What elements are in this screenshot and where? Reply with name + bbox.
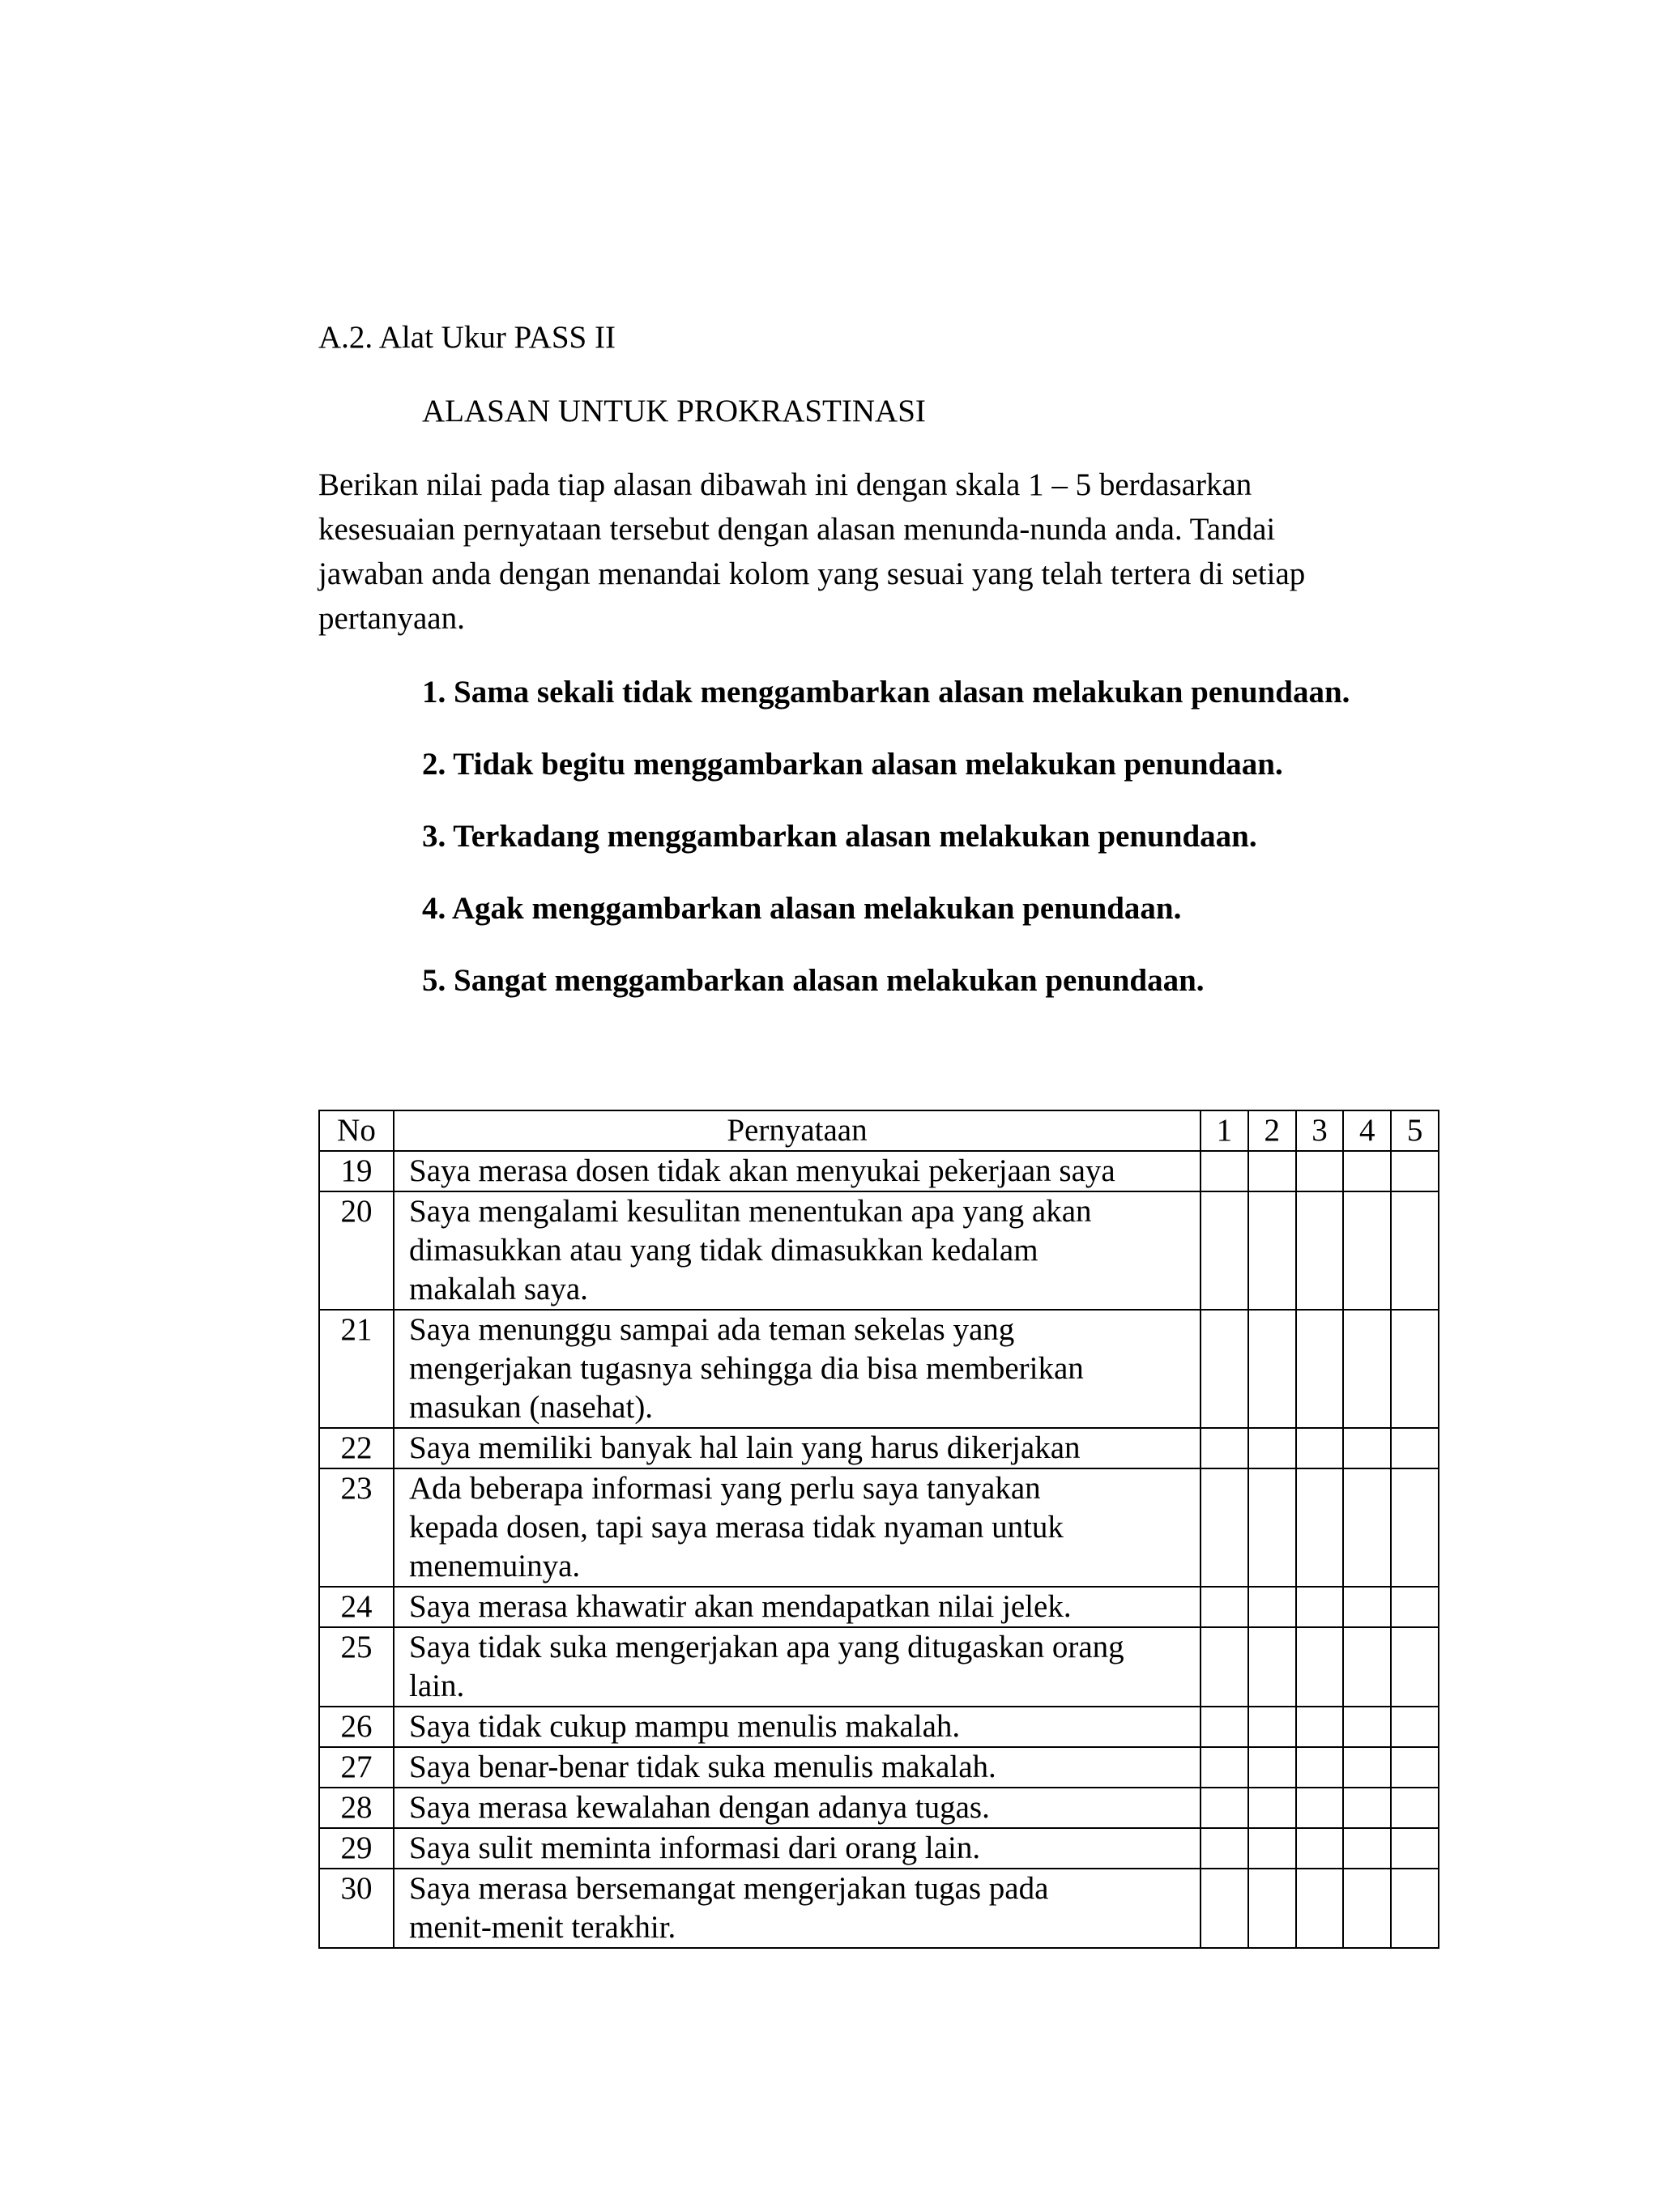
table-row xyxy=(319,1788,1439,1828)
instruction-line: Berikan nilai pada tiap alasan dibawah ini dengan skala 1 – 5 berdasarkan xyxy=(318,467,1252,502)
scale-item-4: 4. Agak menggambarkan alasan melakukan penundaan. xyxy=(422,891,1182,926)
statement-cell xyxy=(394,1747,1201,1788)
statement-cell xyxy=(394,1468,1201,1587)
answer-cell-5[interactable] xyxy=(1391,1788,1439,1828)
answer-cell-1[interactable] xyxy=(1201,1869,1248,1948)
answer-cell-1[interactable] xyxy=(1201,1310,1248,1428)
statement-cell xyxy=(394,1627,1201,1707)
answer-cell-5[interactable] xyxy=(1391,1627,1439,1707)
rating-scale-list xyxy=(422,672,1350,1033)
statement-line: Saya merasa kewalahan dengan adanya tugas. xyxy=(409,1790,990,1825)
statement-line: Saya tidak suka mengerjakan apa yang ditugaskan orang xyxy=(409,1630,1124,1664)
instruction-line: jawaban anda dengan menandai kolom yang sesuai yang telah tertera di setiap xyxy=(318,556,1306,591)
statement-line: Saya merasa bersemangat mengerjakan tugas pada xyxy=(409,1871,1049,1906)
scale-item-1: 1. Sama sekali tidak menggambarkan alasan melakukan penundaan. xyxy=(422,675,1350,710)
answer-cell-2[interactable] xyxy=(1248,1151,1296,1191)
answer-cell-1[interactable] xyxy=(1201,1627,1248,1707)
row-number: 24 xyxy=(319,1587,394,1627)
statement-line: mengerjakan tugasnya sehingga dia bisa memberikan xyxy=(409,1351,1084,1386)
answer-cell-1[interactable] xyxy=(1201,1707,1248,1747)
answer-cell-2[interactable] xyxy=(1248,1627,1296,1707)
answer-cell-1[interactable] xyxy=(1201,1788,1248,1828)
statement-line: Ada beberapa informasi yang perlu saya tanyakan xyxy=(409,1471,1041,1506)
row-number: 30 xyxy=(319,1869,394,1948)
answer-cell-2[interactable] xyxy=(1248,1707,1296,1747)
answer-cell-4[interactable] xyxy=(1343,1869,1391,1948)
answer-cell-4[interactable] xyxy=(1343,1627,1391,1707)
answer-cell-1[interactable] xyxy=(1201,1587,1248,1627)
answer-cell-4[interactable] xyxy=(1343,1468,1391,1587)
answer-cell-1[interactable] xyxy=(1201,1747,1248,1788)
answer-cell-4[interactable] xyxy=(1343,1788,1391,1828)
table-row xyxy=(319,1707,1439,1747)
answer-cell-3[interactable] xyxy=(1296,1191,1344,1310)
scale-item-3: 3. Terkadang menggambarkan alasan melakukan penundaan. xyxy=(422,819,1257,854)
answer-cell-3[interactable] xyxy=(1296,1869,1344,1948)
answer-cell-3[interactable] xyxy=(1296,1428,1344,1468)
answer-cell-3[interactable] xyxy=(1296,1468,1344,1587)
header-score-5: 5 xyxy=(1391,1110,1439,1151)
statement-cell xyxy=(394,1869,1201,1948)
table-row xyxy=(319,1191,1439,1310)
statement-line: Saya memiliki banyak hal lain yang harus dikerjakan xyxy=(409,1430,1081,1465)
statement-cell xyxy=(394,1428,1201,1468)
statement-line: masukan (nasehat). xyxy=(409,1390,654,1425)
answer-cell-4[interactable] xyxy=(1343,1587,1391,1627)
row-number: 26 xyxy=(319,1707,394,1747)
answer-cell-5[interactable] xyxy=(1391,1468,1439,1587)
statement-line: Saya menunggu sampai ada teman sekelas yang xyxy=(409,1312,1015,1347)
row-number: 29 xyxy=(319,1828,394,1869)
statement-line: menit-menit terakhir. xyxy=(409,1910,676,1945)
answer-cell-5[interactable] xyxy=(1391,1587,1439,1627)
row-number: 25 xyxy=(319,1627,394,1707)
questionnaire-title: ALASAN UNTUK PROKRASTINASI xyxy=(422,394,926,428)
header-score-4: 4 xyxy=(1343,1110,1391,1151)
header-score-2: 2 xyxy=(1248,1110,1296,1151)
statement-line: Saya merasa dosen tidak akan menyukai pekerjaan saya xyxy=(409,1153,1115,1188)
answer-cell-3[interactable] xyxy=(1296,1828,1344,1869)
answer-cell-5[interactable] xyxy=(1391,1191,1439,1310)
row-number: 21 xyxy=(319,1310,394,1428)
table-body xyxy=(319,1151,1439,1948)
section-title: A.2. Alat Ukur PASS II xyxy=(318,320,616,355)
questionnaire-table xyxy=(318,1110,1439,1949)
answer-cell-5[interactable] xyxy=(1391,1428,1439,1468)
statement-line: Saya merasa khawatir akan mendapatkan nilai jelek. xyxy=(409,1589,1072,1624)
answer-cell-4[interactable] xyxy=(1343,1310,1391,1428)
answer-cell-3[interactable] xyxy=(1296,1788,1344,1828)
row-number: 23 xyxy=(319,1468,394,1587)
table-row xyxy=(319,1747,1439,1788)
answer-cell-2[interactable] xyxy=(1248,1788,1296,1828)
table-row xyxy=(319,1428,1439,1468)
header-score-3: 3 xyxy=(1296,1110,1344,1151)
statement-cell xyxy=(394,1191,1201,1310)
statement-line: Saya sulit meminta informasi dari orang lain. xyxy=(409,1831,981,1865)
row-number: 20 xyxy=(319,1191,394,1310)
table-row xyxy=(319,1869,1439,1948)
answer-cell-1[interactable] xyxy=(1201,1828,1248,1869)
header-score-1: 1 xyxy=(1201,1110,1248,1151)
instruction-line: pertanyaan. xyxy=(318,601,465,636)
answer-cell-4[interactable] xyxy=(1343,1191,1391,1310)
answer-cell-2[interactable] xyxy=(1248,1747,1296,1788)
instruction-paragraph xyxy=(318,462,1420,641)
answer-cell-3[interactable] xyxy=(1296,1310,1344,1428)
answer-cell-2[interactable] xyxy=(1248,1869,1296,1948)
statement-cell xyxy=(394,1587,1201,1627)
answer-cell-2[interactable] xyxy=(1248,1468,1296,1587)
answer-cell-5[interactable] xyxy=(1391,1869,1439,1948)
statement-cell xyxy=(394,1707,1201,1747)
answer-cell-3[interactable] xyxy=(1296,1747,1344,1788)
answer-cell-2[interactable] xyxy=(1248,1428,1296,1468)
statement-line: Saya benar-benar tidak suka menulis makalah. xyxy=(409,1750,996,1784)
answer-cell-5[interactable] xyxy=(1391,1828,1439,1869)
table-row xyxy=(319,1151,1439,1191)
answer-cell-3[interactable] xyxy=(1296,1707,1344,1747)
statement-line: makalah saya. xyxy=(409,1272,588,1306)
statement-cell xyxy=(394,1151,1201,1191)
answer-cell-1[interactable] xyxy=(1201,1191,1248,1310)
scale-item-2: 2. Tidak begitu menggambarkan alasan melakukan penundaan. xyxy=(422,747,1283,782)
answer-cell-4[interactable] xyxy=(1343,1428,1391,1468)
statement-cell xyxy=(394,1788,1201,1828)
statement-line: lain. xyxy=(409,1669,465,1703)
answer-cell-2[interactable] xyxy=(1248,1310,1296,1428)
statement-line: menemuinya. xyxy=(409,1549,581,1583)
table-row xyxy=(319,1627,1439,1707)
answer-cell-5[interactable] xyxy=(1391,1151,1439,1191)
statement-line: Saya tidak cukup mampu menulis makalah. xyxy=(409,1709,961,1744)
table-row xyxy=(319,1587,1439,1627)
instruction-line: kesesuaian pernyataan tersebut dengan alasan menunda-nunda anda. Tandai xyxy=(318,512,1276,547)
statement-line: Saya mengalami kesulitan menentukan apa yang akan xyxy=(409,1194,1092,1229)
statement-cell xyxy=(394,1310,1201,1428)
answer-cell-3[interactable] xyxy=(1296,1587,1344,1627)
table-row xyxy=(319,1310,1439,1428)
answer-cell-4[interactable] xyxy=(1343,1828,1391,1869)
table-header-row xyxy=(319,1110,1439,1151)
row-number: 27 xyxy=(319,1747,394,1788)
statement-cell xyxy=(394,1828,1201,1869)
table-row xyxy=(319,1468,1439,1587)
answer-cell-4[interactable] xyxy=(1343,1747,1391,1788)
answer-cell-5[interactable] xyxy=(1391,1747,1439,1788)
answer-cell-5[interactable] xyxy=(1391,1707,1439,1747)
row-number: 28 xyxy=(319,1788,394,1828)
answer-cell-1[interactable] xyxy=(1201,1151,1248,1191)
answer-cell-2[interactable] xyxy=(1248,1191,1296,1310)
answer-cell-3[interactable] xyxy=(1296,1627,1344,1707)
statement-line: dimasukkan atau yang tidak dimasukkan kedalam xyxy=(409,1233,1038,1268)
header-statement: Pernyataan xyxy=(394,1110,1201,1151)
table-row xyxy=(319,1828,1439,1869)
scale-item-5: 5. Sangat menggambarkan alasan melakukan penundaan. xyxy=(422,963,1205,998)
answer-cell-2[interactable] xyxy=(1248,1828,1296,1869)
answer-cell-1[interactable] xyxy=(1201,1468,1248,1587)
header-no: No xyxy=(319,1110,394,1151)
row-number: 19 xyxy=(319,1151,394,1191)
answer-cell-3[interactable] xyxy=(1296,1151,1344,1191)
answer-cell-4[interactable] xyxy=(1343,1151,1391,1191)
row-number: 22 xyxy=(319,1428,394,1468)
answer-cell-2[interactable] xyxy=(1248,1587,1296,1627)
answer-cell-4[interactable] xyxy=(1343,1707,1391,1747)
answer-cell-1[interactable] xyxy=(1201,1428,1248,1468)
statement-line: kepada dosen, tapi saya merasa tidak nyaman untuk xyxy=(409,1510,1064,1545)
answer-cell-5[interactable] xyxy=(1391,1310,1439,1428)
